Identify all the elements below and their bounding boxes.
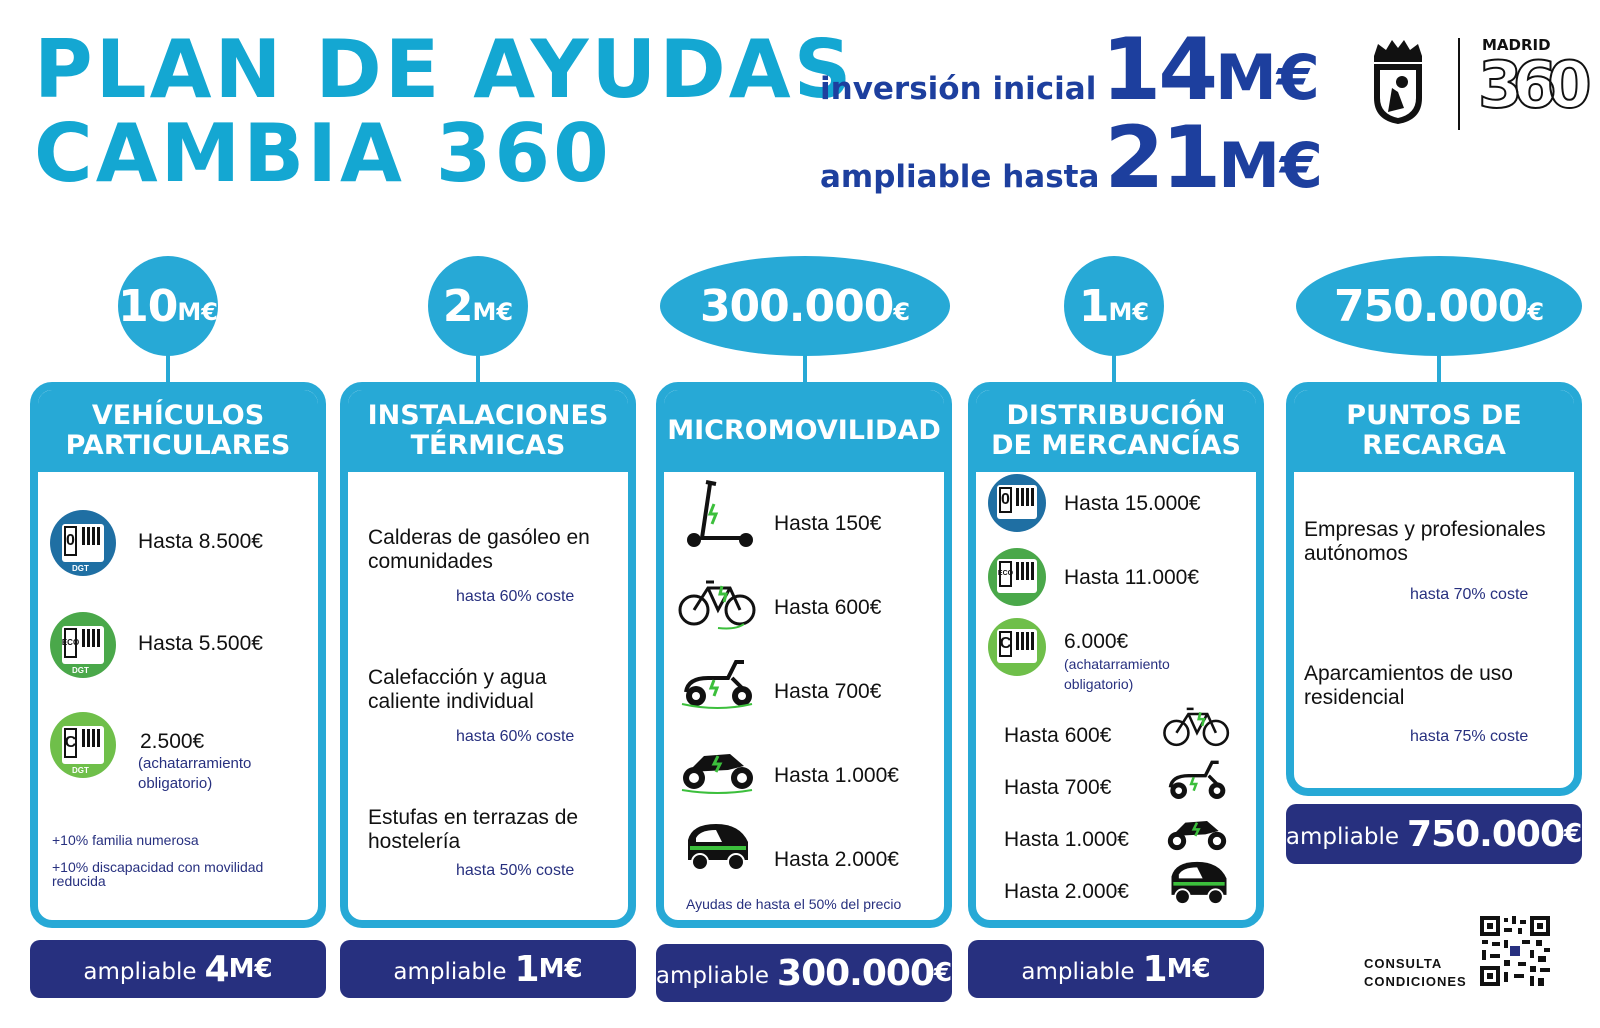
ampliable-unit: M€	[538, 954, 583, 984]
card-distribucion-mercancias	[968, 382, 1264, 928]
distribucion-vehicle-text: Hasta 2.000€	[1004, 880, 1129, 903]
consulta-line-2: CONDICIONES	[1364, 974, 1467, 989]
distribucion-vehicle-text: Hasta 600€	[1004, 724, 1112, 747]
ampliable-distribucion	[968, 940, 1264, 998]
page-title	[34, 23, 855, 200]
distribucion-item-text: Hasta 15.000€	[1064, 492, 1201, 515]
micromovilidad-item-text: Hasta 2.000€	[774, 848, 899, 871]
amount-value: 1	[1078, 280, 1109, 332]
micromovilidad-item-text: Hasta 700€	[774, 680, 882, 703]
madrid-label: MADRID	[1482, 36, 1551, 54]
ampliable-label: ampliable	[393, 959, 507, 985]
distribucion-item-text: Hasta 11.000€	[1064, 566, 1200, 589]
madrid-coat-of-arms-icon	[1368, 36, 1428, 126]
motorcycle-icon	[1162, 806, 1232, 856]
card-vehiculos-particulares	[30, 382, 326, 928]
ampliable-vehiculos	[30, 940, 326, 998]
card-header: PUNTOS DE RECARGA	[1294, 390, 1574, 472]
recarga-item-note: hasta 75% coste	[1410, 728, 1529, 745]
initial-investment-value: 14	[1101, 20, 1216, 120]
amount-value: 750.000	[1333, 280, 1528, 332]
micromovilidad-item-text: Hasta 600€	[774, 596, 882, 619]
sticker-dgt-label: DGT	[72, 564, 89, 573]
amount-unit: M€	[472, 298, 514, 326]
recarga-item-note: hasta 70% coste	[1410, 586, 1529, 603]
distribucion-item-note: (achatarramiento obligatorio)	[1064, 656, 1170, 692]
amount-value: 10	[118, 280, 178, 332]
bicycle-icon	[678, 572, 758, 632]
scooter-icon	[680, 478, 756, 550]
bicycle-icon	[1162, 702, 1232, 750]
sticker-dgt-label: DGT	[72, 766, 89, 775]
connector	[476, 350, 480, 386]
eco-sticker-icon: ECO DGT	[50, 612, 116, 678]
recarga-item-text: Empresas y profesionales autónomos	[1304, 518, 1546, 565]
micromovilidad-footnote: Ayudas de hasta el 50% del precio	[686, 896, 902, 912]
motorcycle-icon	[678, 736, 758, 796]
initial-investment-label: inversión inicial	[820, 71, 1097, 107]
extended-investment	[820, 108, 1323, 208]
amount-value: 300.000	[699, 280, 894, 332]
amount-badge-vehiculos	[118, 256, 218, 356]
bonus-discapacidad: +10% discapacidad con movilidad reducida	[52, 859, 264, 889]
qr-code-icon[interactable]	[1478, 914, 1552, 988]
distribucion-vehicle-text: Hasta 1.000€	[1004, 828, 1129, 851]
c-label-sticker-icon: C DGT	[50, 712, 116, 778]
card-header: DISTRIBUCIÓN DE MERCANCÍAS	[976, 390, 1256, 472]
ampliable-value: 300.000	[777, 952, 934, 994]
c-label-sticker-icon: C	[988, 618, 1046, 676]
amount-unit: M€	[1108, 298, 1150, 326]
amount-badge-recarga	[1296, 256, 1582, 356]
sticker-dgt-label: DGT	[72, 666, 89, 675]
ampliable-label: ampliable	[1285, 824, 1400, 850]
ampliable-unit: €	[1564, 819, 1583, 849]
ampliable-instalaciones	[340, 940, 636, 998]
microcar-icon	[1166, 856, 1232, 908]
ampliable-label: ampliable	[83, 959, 197, 985]
ampliable-value: 1	[514, 948, 539, 990]
ampliable-value: 4	[204, 948, 229, 990]
instalaciones-item-note: hasta 60% coste	[456, 728, 575, 745]
amount-value: 2	[442, 280, 473, 332]
vehiculos-item-text: Hasta 8.500€	[138, 530, 263, 553]
amount-badge-distribucion	[1064, 256, 1164, 356]
connector	[1112, 350, 1116, 386]
card-header: VEHÍCULOS PARTICULARES	[38, 390, 318, 472]
ampliable-recarga	[1286, 804, 1582, 864]
extended-investment-unit: M€	[1218, 129, 1324, 202]
amount-unit: M€	[177, 298, 218, 326]
amount-unit: €	[1527, 298, 1545, 326]
micromovilidad-item-text: Hasta 150€	[774, 512, 882, 535]
logo-divider	[1458, 38, 1460, 130]
ampliable-value: 1	[1142, 948, 1167, 990]
amount-unit: €	[893, 298, 911, 326]
initial-investment-unit: M€	[1215, 41, 1320, 114]
ampliable-unit: M€	[228, 954, 273, 984]
microcar-icon	[682, 818, 754, 874]
instalaciones-item-text: Calderas de gasóleo en comunidades	[368, 526, 590, 573]
amount-badge-instalaciones	[428, 256, 528, 356]
initial-investment	[820, 20, 1320, 120]
ampliable-value: 750.000	[1407, 813, 1564, 855]
logos	[1368, 36, 1588, 136]
recarga-item-text: Aparcamientos de uso residencial	[1304, 662, 1513, 709]
amount-badge-micromovilidad	[660, 256, 950, 356]
zero-emissions-sticker-icon: 0 DGT	[50, 510, 116, 576]
title-line-1: PLAN DE AYUDAS	[34, 23, 855, 116]
title-line-2: CAMBIA 360	[34, 107, 612, 200]
vehiculos-item-note: (achatarramiento obligatorio)	[138, 755, 252, 792]
ampliable-unit: €	[934, 958, 953, 988]
micromovilidad-item-text: Hasta 1.000€	[774, 764, 899, 787]
ampliable-unit: M€	[1166, 954, 1211, 984]
card-puntos-recarga	[1286, 382, 1582, 796]
card-header: INSTALACIONES TÉRMICAS	[348, 390, 628, 472]
card-micromovilidad	[656, 382, 952, 928]
instalaciones-item-text: Estufas en terrazas de hostelería	[368, 806, 579, 853]
connector	[803, 350, 807, 386]
moped-icon	[1162, 754, 1232, 804]
consulta-condiciones	[1364, 955, 1467, 991]
connector	[1437, 350, 1441, 386]
madrid-360-logo: 360	[1478, 49, 1582, 123]
instalaciones-item-text: Calefacción y agua caliente individual	[368, 666, 547, 713]
consulta-line-1: CONSULTA	[1364, 956, 1443, 971]
card-instalaciones-termicas	[340, 382, 636, 928]
extended-investment-value: 21	[1104, 108, 1219, 208]
bonus-familia-numerosa: +10% familia numerosa	[52, 832, 199, 848]
ampliable-micromovilidad	[656, 944, 952, 1002]
distribucion-item-text: 6.000€	[1064, 630, 1129, 653]
vehiculos-item-text: 2.500€	[140, 730, 205, 753]
extended-investment-label: ampliable hasta	[820, 159, 1100, 195]
connector	[166, 350, 170, 386]
eco-sticker-icon: ECO	[988, 548, 1046, 606]
vehiculos-item-text: Hasta 5.500€	[138, 632, 263, 655]
ampliable-label: ampliable	[1021, 959, 1135, 985]
instalaciones-item-note: hasta 50% coste	[456, 862, 575, 879]
card-header: MICROMOVILIDAD	[664, 390, 944, 472]
zero-emissions-sticker-icon: 0	[988, 474, 1046, 532]
instalaciones-item-note: hasta 60% coste	[456, 588, 575, 605]
moped-icon	[678, 652, 758, 712]
distribucion-vehicle-text: Hasta 700€	[1004, 776, 1112, 799]
ampliable-label: ampliable	[655, 963, 770, 989]
